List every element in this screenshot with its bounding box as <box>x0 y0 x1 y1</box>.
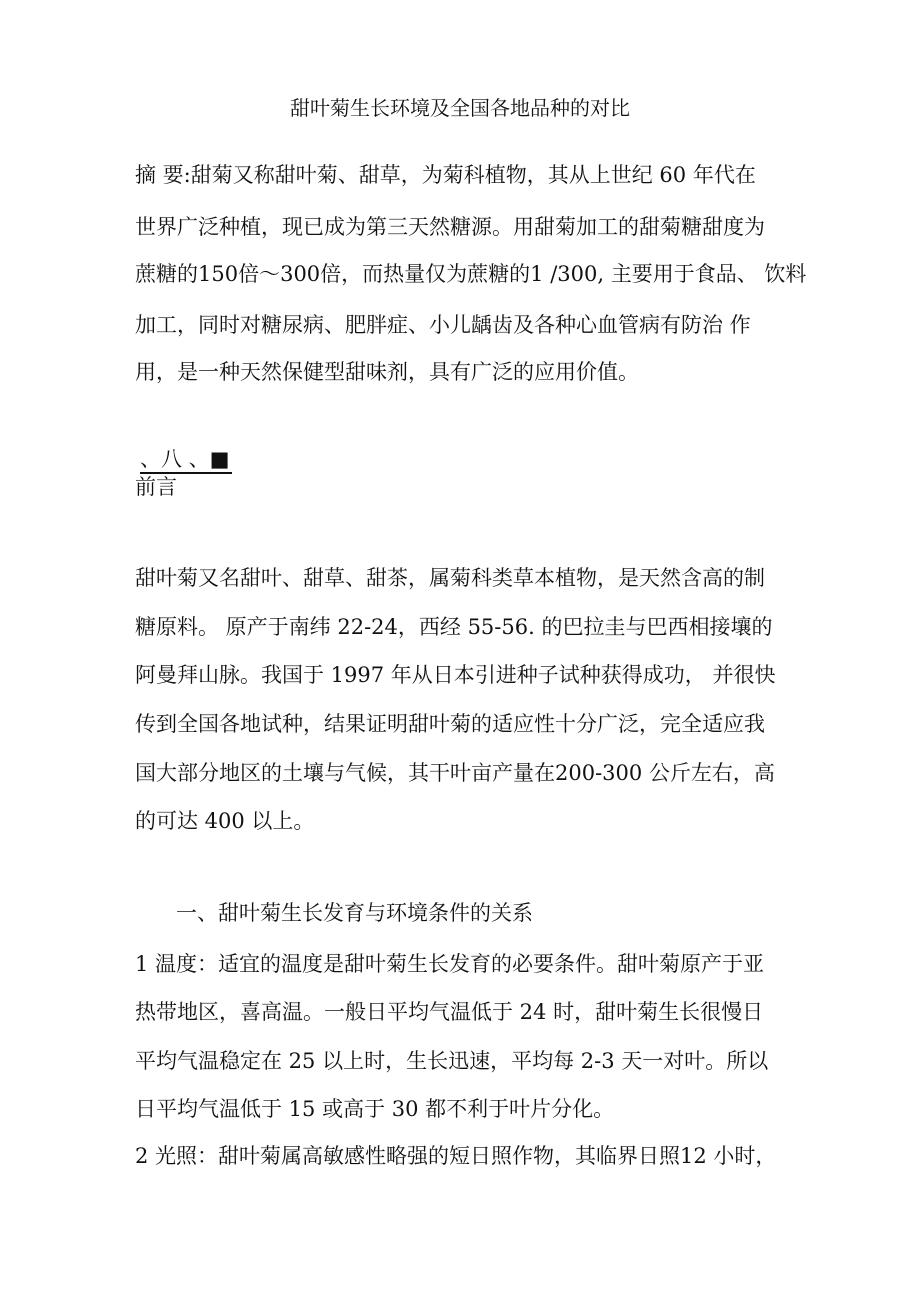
document-title: 甜叶菊生长环境及全国各地品种的对比 <box>290 96 630 120</box>
section-line: 日平均气温低于 15 或高于 30 都不利于叶片分化。 <box>135 1097 615 1121</box>
section-line: 1 温度：适宜的温度是甜叶菊生长发育的必要条件。甜叶菊原产于亚 <box>135 952 765 976</box>
preface-line: 传到全国各地试种，结果证明甜叶菊的适应性十分广泛，完全适应我 <box>135 712 765 736</box>
preface-heading: 前言 <box>135 475 177 499</box>
section-heading: 一、甜叶菊生长发育与环境条件的关系 <box>176 901 533 925</box>
section-marker: 、八 、■ <box>140 446 232 474</box>
abstract-line: 摘 要:甜菊又称甜叶菊、甜草，为菊科植物，其从上世纪 60 年代在 <box>135 163 756 187</box>
abstract-line: 加工，同时对糖尿病、肥胖症、小儿龋齿及各种心血管病有防治 作 <box>135 313 751 337</box>
section-line: 平均气温稳定在 25 以上时，生长迅速，平均每 2-3 天一对叶。所以 <box>135 1049 769 1073</box>
abstract-line: 蔗糖的150倍～300倍，而热量仅为蔗糖的1 /300, 主要用于食品、 饮料 <box>135 262 807 286</box>
section-line: 2 光照：甜叶菊属高敏感性略强的短日照作物，其临界日照12 小时， <box>135 1144 777 1168</box>
preface-line: 国大部分地区的土壤与气候，其干叶亩产量在200-300 公斤左右，高 <box>135 761 775 785</box>
preface-line: 甜叶菊又名甜叶、甜草、甜茶，属菊科类草本植物，是天然含高的制 <box>135 566 765 590</box>
abstract-line: 用，是一种天然保健型甜味剂，具有广泛的应用价值。 <box>135 360 639 384</box>
preface-line: 糖原料。 原产于南纬 22-24，西经 55-56. 的巴拉圭与巴西相接壤的 <box>135 615 773 639</box>
abstract-line: 世界广泛种植，现已成为第三天然糖源。用甜菊加工的甜菊糖甜度为 <box>135 215 765 239</box>
preface-line: 阿曼拜山脉。我国于 1997 年从日本引进种子试种获得成功， 并很快 <box>135 663 776 687</box>
preface-line: 的可达 400 以上。 <box>135 809 315 833</box>
section-line: 热带地区，喜高温。一般日平均气温低于 24 时，甜叶菊生长很慢日 <box>135 1000 764 1024</box>
